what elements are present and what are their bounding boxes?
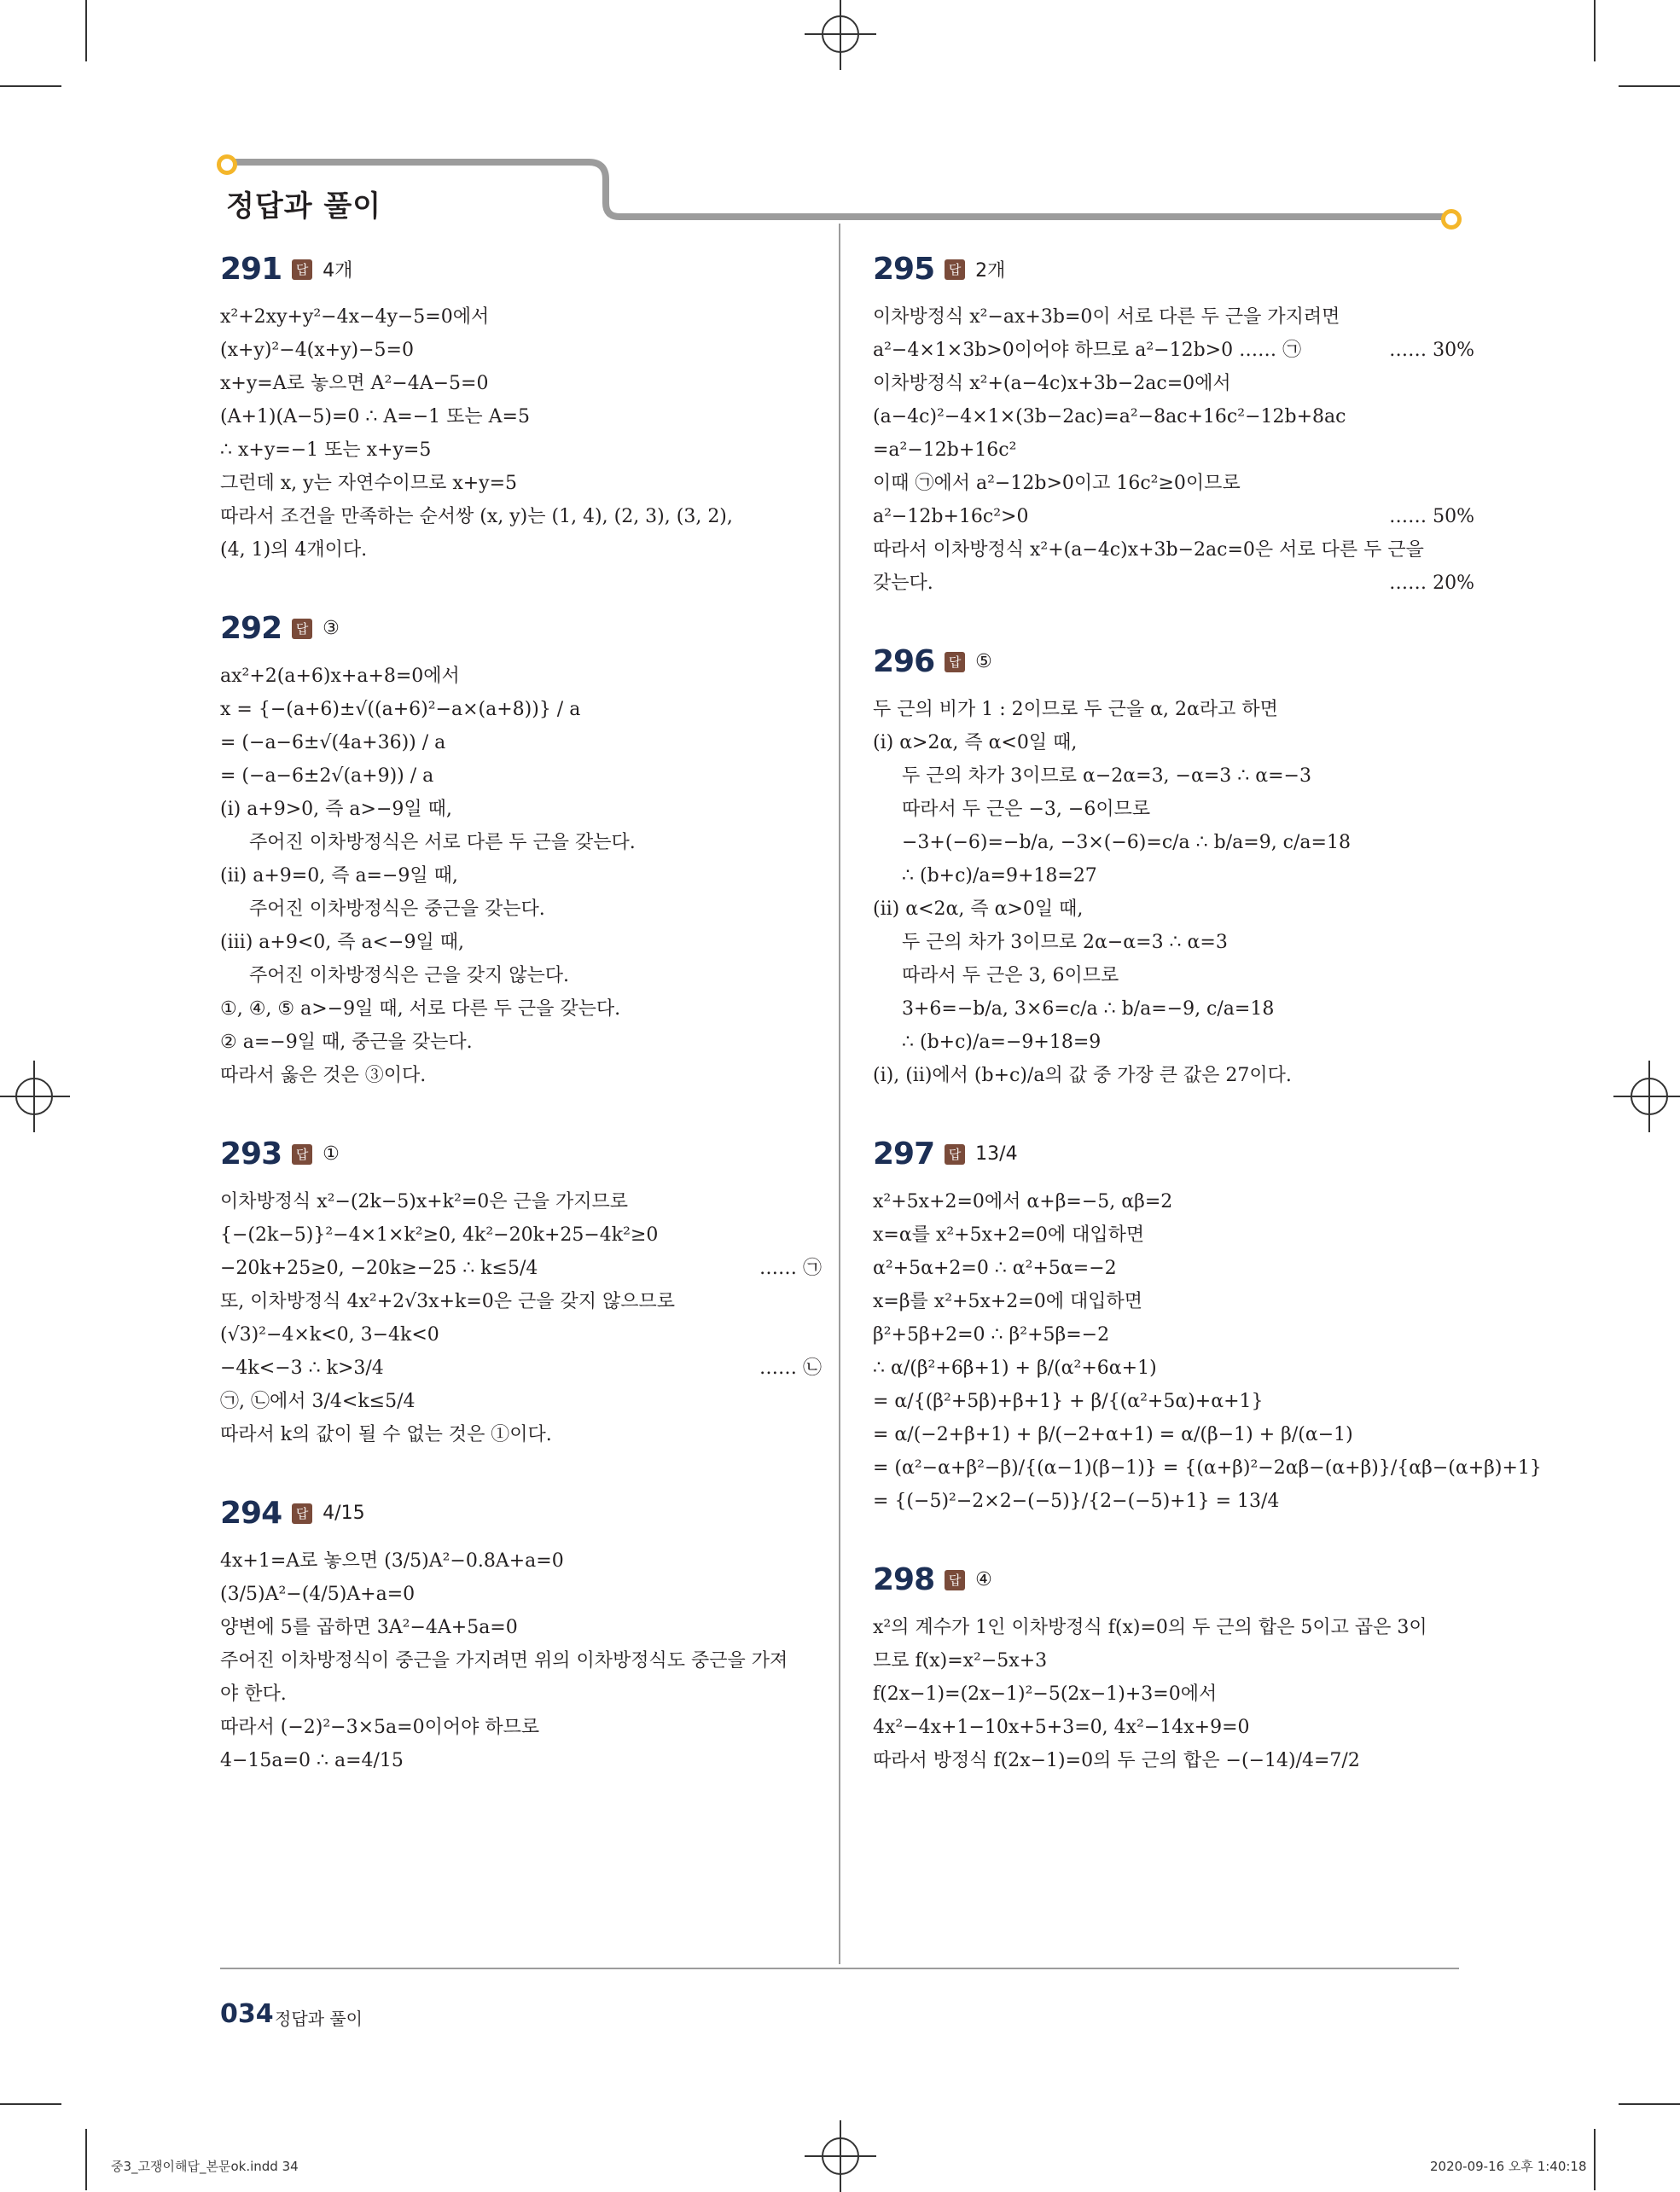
solution-line — [873, 1026, 1474, 1059]
solution-text: 또, 이차방정식 4x²+2√3x+k=0은 근을 갖지 않으므로 — [220, 1291, 676, 1312]
solution-line — [873, 400, 1474, 433]
solution-line — [220, 859, 822, 892]
solution-text: (a−4c)²−4×1×(3b−2ac)=a²−8ac+16c²−12b+8ac — [873, 406, 1346, 427]
solution-text: 따라서 두 근은 3, 6이므로 — [902, 965, 1119, 986]
solution-text: = (−a−6±√(4a+36)) / a — [220, 732, 446, 753]
solution-text: 주어진 이차방정식이 중근을 가지려면 위의 이차방정식도 중근을 가져 — [220, 1650, 788, 1672]
solution-text: ㉠, ㉡에서 3/4<k≤5/4 — [220, 1391, 416, 1412]
solution-text: 주어진 이차방정식은 중근을 갖는다. — [249, 898, 545, 920]
solution-text: 따라서 조건을 만족하는 순서쌍 (x, y)는 (1, 4), (2, 3), (3, 2), — [220, 506, 733, 527]
solution-text: ∴ (b+c)/a=9+18=27 — [902, 865, 1097, 887]
problem-header — [873, 252, 1474, 287]
solution-line — [220, 793, 822, 826]
answer-badge-icon: 답 — [292, 1503, 312, 1524]
solution-line — [220, 892, 822, 926]
solution-line — [873, 1611, 1474, 1644]
solution-line — [873, 793, 1474, 826]
problem-number: 298 — [873, 1562, 935, 1597]
answer-value: 4개 — [323, 260, 353, 282]
solution-line — [873, 533, 1474, 567]
page-footer-label: 정답과 풀이 — [275, 2009, 363, 2029]
solution-text: (A+1)(A−5)=0 ∴ A=−1 또는 A=5 — [220, 406, 530, 427]
answer-value: ① — [323, 1143, 340, 1165]
solution-line — [220, 1185, 822, 1218]
solution-line — [220, 500, 822, 533]
score-tag: …… 50% — [1389, 506, 1474, 527]
solution-line — [873, 1185, 1474, 1218]
header-tab-frame — [213, 159, 1468, 227]
registration-mark — [822, 2137, 859, 2175]
solution-text: f(2x−1)=(2x−1)²−5(2x−1)+3=0에서 — [873, 1683, 1218, 1705]
problem-number: 292 — [220, 611, 282, 646]
answer-badge-icon: 답 — [945, 1570, 965, 1590]
solution-line — [873, 926, 1474, 959]
solution-line — [873, 759, 1474, 793]
solution-line — [220, 1252, 822, 1285]
problem-291 — [220, 252, 822, 567]
solution-text: 두 근의 차가 3이므로 α−2α=3, −α=3 ∴ α=−3 — [902, 765, 1311, 787]
crop-mark — [1619, 85, 1680, 87]
solution-line — [220, 300, 822, 334]
column-divider — [839, 224, 840, 1964]
solution-text: ∴ α/(β²+6β+1) + β/(α²+6α+1) — [873, 1358, 1157, 1379]
problem-header — [873, 644, 1474, 679]
crop-mark — [1594, 2129, 1596, 2190]
header-dot-left — [217, 154, 237, 175]
print-slug-date: 2020-09-16 오후 1:40:18 — [1430, 2159, 1587, 2174]
solution-text: = α/(−2+β+1) + β/(−2+α+1) = α/(β−1) + β/(α−1) — [873, 1424, 1353, 1445]
solution-text: = {(−5)²−2×2−(−5)}/{2−(−5)+1} = 13/4 — [873, 1491, 1280, 1512]
solution-line — [220, 1611, 822, 1644]
solution-line — [873, 992, 1474, 1026]
solution-text: 두 근의 차가 3이므로 2α−α=3 ∴ α=3 — [902, 932, 1228, 953]
solution-text: 양변에 5를 곱하면 3A²−4A+5a=0 — [220, 1617, 518, 1638]
answer-value: ③ — [323, 618, 340, 639]
solution-line — [220, 926, 822, 959]
solution-text: 이때 ㉠에서 a²−12b>0이고 16c²≥0이므로 — [873, 473, 1241, 494]
solution-line — [873, 1059, 1474, 1092]
solution-text: (√3)²−4×k<0, 3−4k<0 — [220, 1324, 439, 1346]
solution-line — [220, 1059, 822, 1092]
problem-header — [873, 1137, 1474, 1172]
solution-line — [873, 726, 1474, 759]
solution-text: x=β를 x²+5x+2=0에 대입하면 — [873, 1291, 1142, 1312]
solution-text: x²+5x+2=0에서 α+β=−5, αβ=2 — [873, 1191, 1173, 1212]
registration-mark — [15, 1078, 53, 1115]
solution-line — [873, 1285, 1474, 1318]
solution-line — [220, 400, 822, 433]
solution-text: 따라서 방정식 f(2x−1)=0의 두 근의 합은 −(−14)/4=7/2 — [873, 1750, 1360, 1771]
left-column — [220, 252, 822, 1822]
problem-number: 296 — [873, 644, 935, 679]
solution-text: (ⅰ) α>2α, 즉 α<0일 때, — [873, 732, 1078, 753]
solution-line — [220, 660, 822, 693]
solution-line — [873, 367, 1474, 400]
registration-mark — [822, 15, 859, 53]
solution-line — [220, 467, 822, 500]
solution-line — [873, 1318, 1474, 1352]
solution-line — [873, 1485, 1474, 1518]
solution-line — [220, 1578, 822, 1611]
score-tag: …… 30% — [1389, 340, 1474, 361]
answer-badge-icon: 답 — [945, 1144, 965, 1165]
problem-298 — [873, 1562, 1474, 1777]
solution-text: (4, 1)의 4개이다. — [220, 539, 368, 561]
solution-text: = α/{(β²+5β)+β+1} + β/{(α²+5α)+α+1} — [873, 1391, 1264, 1412]
solution-line — [220, 726, 822, 759]
solution-text: 따라서 옳은 것은 ③이다. — [220, 1065, 427, 1086]
solution-line — [873, 1677, 1474, 1711]
solution-line — [873, 693, 1474, 726]
solution-text: 4−15a=0 ∴ a=4/15 — [220, 1750, 404, 1771]
crop-mark — [1594, 0, 1596, 61]
solution-line — [873, 826, 1474, 859]
solution-line — [873, 1218, 1474, 1252]
page-header-title: 정답과 풀이 — [226, 189, 382, 224]
problem-number: 293 — [220, 1137, 282, 1172]
solution-line — [873, 1644, 1474, 1677]
problem-295 — [873, 252, 1474, 600]
solution-line — [873, 1744, 1474, 1777]
solution-line — [220, 826, 822, 859]
solution-line — [220, 1744, 822, 1777]
solution-text: 주어진 이차방정식은 서로 다른 두 근을 갖는다. — [249, 832, 636, 853]
solution-line — [873, 567, 1474, 600]
solution-text: −4k<−3 ∴ k>3/4 — [220, 1358, 384, 1379]
answer-value: 2개 — [975, 260, 1006, 282]
solution-text: 3+6=−b/a, 3×6=c/a ∴ b/a=−9, c/a=18 — [902, 998, 1275, 1020]
solution-text: (ⅰ), (ⅱ)에서 (b+c)/a의 값 중 가장 큰 값은 27이다. — [873, 1065, 1292, 1086]
problem-header — [220, 1496, 822, 1531]
solution-text: 갖는다. — [873, 573, 933, 594]
crop-mark — [0, 2103, 61, 2105]
crop-mark — [85, 2129, 87, 2190]
solution-text: 야 한다. — [220, 1683, 287, 1705]
footer-rule — [220, 1968, 1459, 1969]
solution-line — [220, 1711, 822, 1744]
problem-294 — [220, 1496, 822, 1777]
solution-line — [873, 467, 1474, 500]
solution-line — [873, 1385, 1474, 1418]
solution-text: a²−12b+16c²>0 — [873, 506, 1029, 527]
solution-text: (3/5)A²−(4/5)A+a=0 — [220, 1584, 416, 1605]
solution-text: x+y=A로 놓으면 A²−4A−5=0 — [220, 373, 489, 394]
solution-line — [220, 1352, 822, 1385]
solution-text: 그런데 x, y는 자연수이므로 x+y=5 — [220, 473, 518, 494]
solution-text: 므로 f(x)=x²−5x+3 — [873, 1650, 1048, 1672]
solution-line — [220, 992, 822, 1026]
solution-text: 이차방정식 x²−ax+3b=0이 서로 다른 두 근을 가지려면 — [873, 306, 1340, 328]
solution-text: 따라서 이차방정식 x²+(a−4c)x+3b−2ac=0은 서로 다른 두 근을 — [873, 539, 1424, 561]
solution-text: x²의 계수가 1인 이차방정식 f(x)=0의 두 근의 합은 5이고 곱은 3이 — [873, 1617, 1427, 1638]
solution-line — [220, 533, 822, 567]
solution-line — [873, 859, 1474, 892]
solution-line — [220, 1644, 822, 1677]
problem-header — [873, 1562, 1474, 1597]
solution-line — [873, 1352, 1474, 1385]
solution-line — [220, 1677, 822, 1711]
solution-text: 이차방정식 x²+(a−4c)x+3b−2ac=0에서 — [873, 373, 1231, 394]
solution-text: 주어진 이차방정식은 근을 갖지 않는다. — [249, 965, 569, 986]
solution-text: x=α를 x²+5x+2=0에 대입하면 — [873, 1224, 1145, 1246]
solution-text: 4x+1=A로 놓으면 (3/5)A²−0.8A+a=0 — [220, 1550, 564, 1572]
solution-text: 두 근의 비가 1 : 2이므로 두 근을 α, 2α라고 하면 — [873, 699, 1278, 720]
solution-text: (ⅱ) a+9=0, 즉 a=−9일 때, — [220, 865, 458, 887]
solution-text: =a²−12b+16c² — [873, 439, 1017, 461]
problem-number: 295 — [873, 252, 935, 287]
solution-text: α²+5α+2=0 ∴ α²+5α=−2 — [873, 1258, 1117, 1279]
solution-text: (ⅲ) a+9<0, 즉 a<−9일 때, — [220, 932, 464, 953]
solution-line — [873, 500, 1474, 533]
solution-text: ② a=−9일 때, 중근을 갖는다. — [220, 1032, 473, 1053]
solution-line — [220, 1418, 822, 1451]
solution-text: = (α²−α+β²−β)/{(α−1)(β−1)} = {(α+β)²−2αβ−(α+β)}/{αβ−(α+β)+1} — [873, 1457, 1542, 1479]
solution-text: ①, ④, ⑤ a>−9일 때, 서로 다른 두 근을 갖는다. — [220, 998, 621, 1020]
problem-number: 291 — [220, 252, 282, 287]
answer-value: 13/4 — [975, 1143, 1018, 1165]
solution-line — [220, 959, 822, 992]
problem-297 — [873, 1137, 1542, 1518]
problem-292 — [220, 611, 822, 1092]
problem-number: 297 — [873, 1137, 935, 1172]
solution-line — [873, 1711, 1474, 1744]
solution-text: −3+(−6)=−b/a, −3×(−6)=c/a ∴ b/a=9, c/a=18 — [902, 832, 1351, 853]
solution-text: x = {−(a+6)±√((a+6)²−a×(a+8))} / a — [220, 699, 581, 720]
solution-text: 따라서 (−2)²−3×5a=0이어야 하므로 — [220, 1717, 540, 1738]
right-column — [873, 252, 1542, 1822]
answer-value: ⑤ — [975, 651, 992, 672]
score-tag: …… 20% — [1389, 573, 1474, 594]
solution-line — [873, 300, 1474, 334]
problem-296 — [873, 644, 1474, 1092]
answer-value: 4/15 — [323, 1503, 365, 1524]
answer-badge-icon: 답 — [292, 259, 312, 280]
solution-text: x²+2xy+y²−4x−4y−5=0에서 — [220, 306, 490, 328]
crop-mark — [85, 0, 87, 61]
answer-badge-icon: 답 — [292, 1144, 312, 1165]
solution-text: ∴ x+y=−1 또는 x+y=5 — [220, 439, 432, 461]
answer-badge-icon: 답 — [945, 652, 965, 672]
solution-line — [873, 892, 1474, 926]
solution-line — [873, 959, 1474, 992]
page-number: 034 — [220, 1999, 274, 2029]
solution-text: 4x²−4x+1−10x+5+3=0, 4x²−14x+9=0 — [873, 1717, 1250, 1738]
crop-mark — [1619, 2103, 1680, 2105]
solution-text: 따라서 k의 값이 될 수 없는 것은 ①이다. — [220, 1424, 552, 1445]
problem-header — [220, 252, 822, 287]
solution-line — [220, 1285, 822, 1318]
answer-badge-icon: 답 — [945, 259, 965, 280]
solution-text: (ⅰ) a+9>0, 즉 a>−9일 때, — [220, 799, 452, 820]
solution-line — [220, 759, 822, 793]
solution-line — [873, 1451, 1542, 1485]
solution-text: 따라서 두 근은 −3, −6이므로 — [902, 799, 1151, 820]
solution-text: (x+y)²−4(x+y)−5=0 — [220, 340, 414, 361]
solution-text: (ⅱ) α<2α, 즉 α>0일 때, — [873, 898, 1084, 920]
solution-line — [220, 693, 822, 726]
score-tag: …… ㉠ — [759, 1258, 822, 1279]
header-dot-right — [1441, 209, 1462, 230]
problem-header — [220, 1137, 822, 1172]
solution-text: ∴ (b+c)/a=−9+18=9 — [902, 1032, 1102, 1053]
solution-line — [220, 1385, 822, 1418]
solution-line — [220, 1544, 822, 1578]
solution-line — [873, 334, 1474, 367]
solution-line — [220, 1318, 822, 1352]
registration-mark — [1631, 1078, 1668, 1115]
solution-text: −20k+25≥0, −20k≥−25 ∴ k≤5/4 — [220, 1258, 538, 1279]
solution-line — [220, 334, 822, 367]
solution-line — [220, 1218, 822, 1252]
solution-text: 이차방정식 x²−(2k−5)x+k²=0은 근을 가지므로 — [220, 1191, 629, 1212]
answer-value: ④ — [975, 1569, 992, 1590]
solution-line — [220, 367, 822, 400]
crop-mark — [0, 85, 61, 87]
solution-line — [220, 433, 822, 467]
answer-badge-icon: 답 — [292, 619, 312, 639]
solution-text: ax²+2(a+6)x+a+8=0에서 — [220, 666, 460, 687]
score-tag: …… ㉡ — [759, 1358, 822, 1379]
solution-text: a²−4×1×3b>0이어야 하므로 a²−12b>0 …… ㉠ — [873, 340, 1302, 361]
print-slug-file: 중3_고쟁이해답_본문ok.indd 34 — [111, 2159, 299, 2174]
solution-text: {−(2k−5)}²−4×1×k²≥0, 4k²−20k+25−4k²≥0 — [220, 1224, 659, 1246]
solution-line — [873, 433, 1474, 467]
solution-line — [873, 1418, 1474, 1451]
problem-293 — [220, 1137, 822, 1451]
solution-line — [873, 1252, 1474, 1285]
problem-number: 294 — [220, 1496, 282, 1531]
solution-line — [220, 1026, 822, 1059]
solution-text: = (−a−6±2√(a+9)) / a — [220, 765, 434, 787]
solution-text: β²+5β+2=0 ∴ β²+5β=−2 — [873, 1324, 1110, 1346]
problem-header — [220, 611, 822, 646]
